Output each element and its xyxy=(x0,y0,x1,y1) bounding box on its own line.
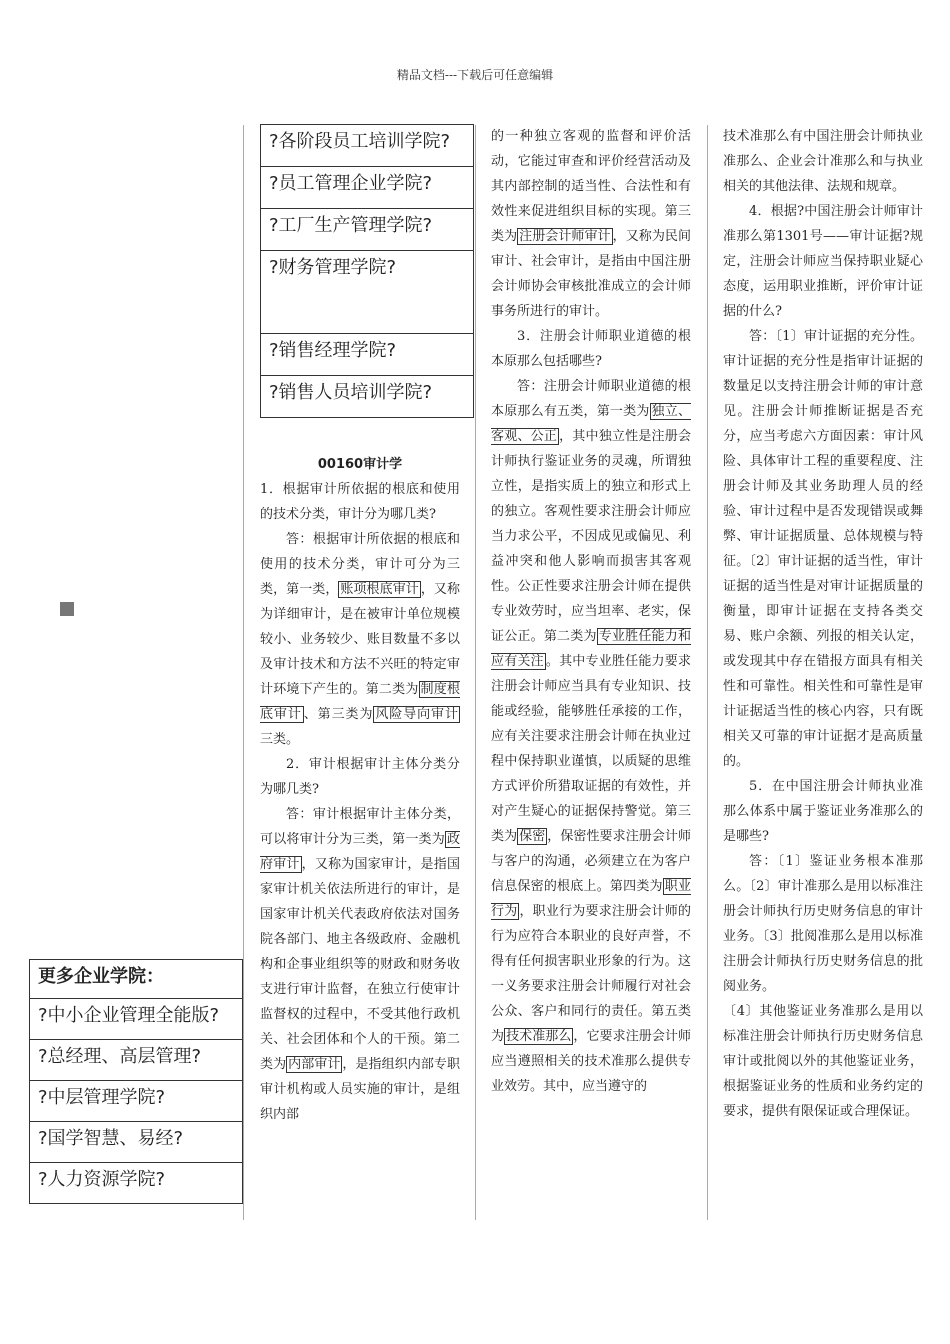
academy-list-more xyxy=(29,959,243,1204)
academy-link[interactable]: ?中层管理学院? xyxy=(30,1081,243,1122)
document-title: 00160审计学 xyxy=(317,457,403,472)
text-column-1 xyxy=(260,452,460,1127)
key-term: 独立、客观、公正 xyxy=(491,404,691,444)
academy-link[interactable]: ?中小企业管理全能版? xyxy=(30,999,243,1040)
question-2: 2．审计根据审计主体分类分为哪几类? xyxy=(260,757,460,797)
text-column-2 xyxy=(491,124,691,1099)
academy-link[interactable]: ?人力资源学院? xyxy=(30,1163,243,1204)
answer-3: 答：注册会计师职业道德的根本原那么有五类，第一类为 独立、客观、公正 ，其中独立性是注册会计师执行鉴证业务的灵魂，所谓独立性，是指实质上的独立和形式上的独立。客观性要求注册会计师应当力求公平，不因成见或偏见、利益冲突和他人影响而损害其客观性。公正性要求注册会计师在提供专业效劳时，应当坦率、老实，保证公正。第二类为 专业胜任能力和应有关注 。其中专业胜任能力要求注册会计师应当具有专业知识、技能或经验，能够胜任承接的工作，应有关注要求注册会计师在执业过程中保持职业谨慎，以质疑的思维方式评价所猎取证据的有效性，并对产生疑心的证据保持警觉。第三类为 保密 ，保密性要求注册会计师与客户的沟通，必须建立在为客户信息保密的根底上。第四类为 职业行为 ，职业行为要求注册会计师的行为应符合本职业的良好声誉，不得有任何损害职业形象的行为。这一义务要求注册会计师履行对社会公众、客户和同行的责任。第五类为 技术准那么 ，它要求注册会计师应当遵照相关的技术准那么提供专业效劳。其中，应当遵守的 xyxy=(491,379,691,1094)
key-term: 保密 xyxy=(519,829,546,844)
bullet-square xyxy=(60,602,74,616)
academy-link[interactable]: ?总经理、高层管理? xyxy=(30,1040,243,1081)
key-term: 政府审计 xyxy=(260,832,460,872)
academy-link[interactable]: ?工厂生产管理学院? xyxy=(261,209,474,251)
key-term: 内部审计 xyxy=(288,1057,341,1072)
key-term: 风险导向审计 xyxy=(375,707,458,722)
academy-link[interactable]: ?国学智慧、易经? xyxy=(30,1122,243,1163)
key-term: 注册会计师审计 xyxy=(519,229,611,244)
key-term: 技术准那么 xyxy=(506,1029,572,1044)
answer-4: 答：〔1〕审计证据的充分性。审计证据的充分性是指审计证据的数量足以支持注册会计师的审计意见。注册会计师推断证据是否充分，应当考虑六方面因素：审计风险、具体审计工程的重要程度、注册会计师及其业务助理人员的经验、审计过程中是否发现错误或舞弊、审计证据质量、总体规模与特征。〔2〕审计证据的适当性，审计证据的适当性是对审计证据质量的衡量，即审计证据在支持各类交易、账户余额、列报的相关认定，或发现其中存在错报方面具有相关性和可靠性。相关性和可靠性是审计证据适当性的核心内容，只有既相关又可靠的审计证据才是高质量的。 xyxy=(723,329,923,769)
academy-link[interactable]: ?销售人员培训学院? xyxy=(261,376,474,418)
key-term: 专业胜任能力和应有关注 xyxy=(491,629,691,669)
answer-3-continued: 技术准那么有中国注册会计师执业准那么、企业会计准那么和与执业相关的其他法律、法规和规章。 xyxy=(723,129,923,194)
question-3: 3．注册会计师职业道德的根本原那么包括哪些? xyxy=(491,329,691,369)
column-divider xyxy=(707,125,708,1220)
answer-5: 答：〔1〕鉴证业务根本准那么。〔2〕审计准那么是用以标准注册会计师执行历史财务信息的审计业务。〔3〕批阅准那么是用以标准注册会计师执行历史财务信息的批阅业务。 xyxy=(723,854,923,994)
question-4: 4．根据?中国注册会计师审计准那么第1301号——审计证据?规定，注册会计师应当保持职业疑心态度，运用职业推断，评价审计证据的什么? xyxy=(723,204,923,319)
answer-2-continued: 的一种独立客观的监督和评价活动，它能过审查和评价经营活动及其内部控制的适当性、合法性和有效性来促进组织目标的实现。第三类为 注册会计师审计 ，又称为民间审计、社会审计，是指由中国注册会计师协会审核批准成立的会计师事务所进行的审计。 xyxy=(491,129,691,319)
key-term: 职业行为 xyxy=(491,879,691,919)
academy-link[interactable]: ?员工管理企业学院? xyxy=(261,167,474,209)
question-5: 5．在中国注册会计师执业准那么体系中属于鉴证业务准那么的是哪些? xyxy=(723,779,923,844)
answer-2: 答：审计根据审计主体分类，可以将审计分为三类，第一类为 政府审计 ，又称为国家审计，是指国家审计机关依法所进行的审计，是国家审计机关代表政府依法对国务院各部门、地主各级政府、金融机构和企事业组织等的财政和财务收支进行审计监督，在独立行使审计监督权的过程中，不受其他行政机关、社会团体和个人的干预。第二类为 内部审计 ，是指组织内部专职审计机构或人员实施的审计，是组织内部 xyxy=(260,807,460,1122)
key-term: 制度根底审计 xyxy=(260,682,460,722)
academy-link[interactable]: ?财务管理学院? xyxy=(261,251,474,334)
answer-5-part-4: 〔4〕其他鉴证业务准那么是用以标准注册会计师执行历史财务信息审计或批阅以外的其他鉴证业务，根据鉴证业务的性质和业务约定的要求，提供有限保证或合理保证。 xyxy=(723,1004,923,1119)
column-divider xyxy=(243,125,244,1220)
page-header: 精品文档---下载后可任意编辑 xyxy=(396,68,554,82)
answer-1: 答：根据审计所依据的根底和使用的技术分类，审计可分为三类，第一类， 账项根底审计 ，又称为详细审计，是在被审计单位规模较小、业务较少、账目数量不多以及审计技术和方法不兴旺的特定审计环境下产生的。第二类为 制度根底审计 、第三类为 风险导向审计三类。 xyxy=(260,532,460,747)
more-academies-title: 更多企业学院： xyxy=(30,960,243,999)
academy-link[interactable]: ?各阶段员工培训学院? xyxy=(261,125,474,167)
text-column-3 xyxy=(723,124,923,1124)
question-1: 1．根据审计所依据的根底和使用的技术分类，审计分为哪几类? xyxy=(260,482,460,522)
academy-list-top xyxy=(260,124,474,418)
academy-link[interactable]: ?销售经理学院? xyxy=(261,334,474,376)
column-divider xyxy=(475,125,476,1220)
key-term: 账项根底审计 xyxy=(340,582,419,597)
